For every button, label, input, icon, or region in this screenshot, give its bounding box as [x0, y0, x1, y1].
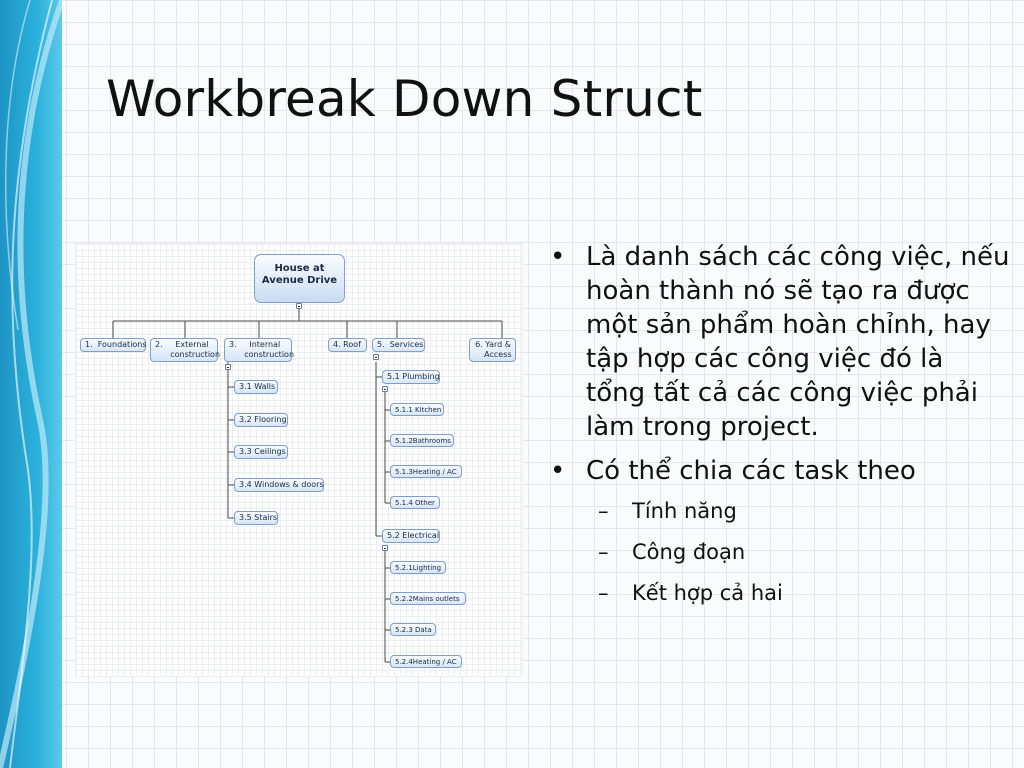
collapse-toggle-icon[interactable] [382, 545, 388, 551]
wbs-node-lighting: 5.2.1Lighting [390, 561, 446, 574]
wbs-node-plumbing: 5.1 Plumbing [382, 370, 440, 384]
bullet-item [550, 240, 1010, 444]
bullet-text: Có thể chia các task theo [586, 456, 916, 486]
wbs-node-electrical: 5.2 Electrical [382, 529, 440, 543]
wbs-node-kitchen: 5.1.1 Kitchen [390, 403, 444, 416]
wbs-node-roof: 4. Roof [328, 338, 367, 352]
bullet-list [550, 240, 1010, 621]
collapse-toggle-icon[interactable] [225, 364, 231, 370]
wbs-node-mains-outlets: 5.2.2Mains outlets [390, 592, 466, 605]
collapse-toggle-icon[interactable] [382, 386, 388, 392]
sub-bullet-item [550, 580, 1010, 606]
bullet-item [550, 454, 1010, 488]
wbs-node-services: 5. Services [372, 338, 425, 352]
slide-title: Workbreak Down Struct [106, 70, 703, 128]
collapse-toggle-icon[interactable] [373, 354, 379, 360]
decorative-left-band [0, 0, 62, 768]
wbs-node-stairs: 3.5 Stairs [234, 511, 278, 525]
sub-bullet-item [550, 539, 1010, 565]
wbs-node-internal-construction: 3. Internal construction [224, 338, 292, 362]
sub-bullet-item [550, 498, 1010, 524]
bullet-dot: • [550, 242, 566, 272]
wbs-node-windows-doors: 3.4 Windows & doors [234, 478, 324, 492]
wbs-node-data: 5.2.3 Data [390, 623, 436, 636]
sub-bullet-text: Công đoạn [632, 540, 746, 564]
bullet-dot: • [550, 456, 566, 486]
wbs-node-yard-access: 6. Yard & Access [469, 338, 516, 362]
sub-bullet-text: Kết hợp cả hai [632, 581, 783, 605]
wbs-node-ceilings: 3.3 Ceilings [234, 445, 288, 459]
wbs-node-walls: 3.1 Walls [234, 380, 278, 394]
collapse-toggle-icon[interactable] [296, 303, 302, 309]
wbs-node-external-construction: 2. External construction [150, 338, 218, 362]
wbs-root-node: House at Avenue Drive [254, 254, 345, 303]
wbs-node-plumbing-heating-ac: 5.1.3Heating / AC [390, 465, 462, 478]
sub-bullet-text: Tính năng [632, 499, 737, 523]
wbs-node-electrical-heating-ac: 5.2.4Heating / AC [390, 655, 462, 668]
bullet-text: Là danh sách các công việc, nếu hoàn thành nó sẽ tạo ra được một sản phẩm hoàn chỉnh, hay tập hợp các công việc đó là tổng tất cả các công việc phải làm trong project. [586, 242, 1010, 442]
wbs-node-bathrooms: 5.1.2Bathrooms [390, 434, 454, 447]
wbs-node-foundations: 1. Foundations [80, 338, 146, 352]
wbs-diagram [75, 243, 523, 677]
sub-bullet-dash: – [598, 540, 609, 564]
wbs-node-flooring: 3.2 Flooring [234, 413, 288, 427]
wbs-node-other: 5.1.4 Other [390, 496, 440, 509]
sub-bullet-dash: – [598, 499, 609, 523]
sub-bullet-dash: – [598, 581, 609, 605]
